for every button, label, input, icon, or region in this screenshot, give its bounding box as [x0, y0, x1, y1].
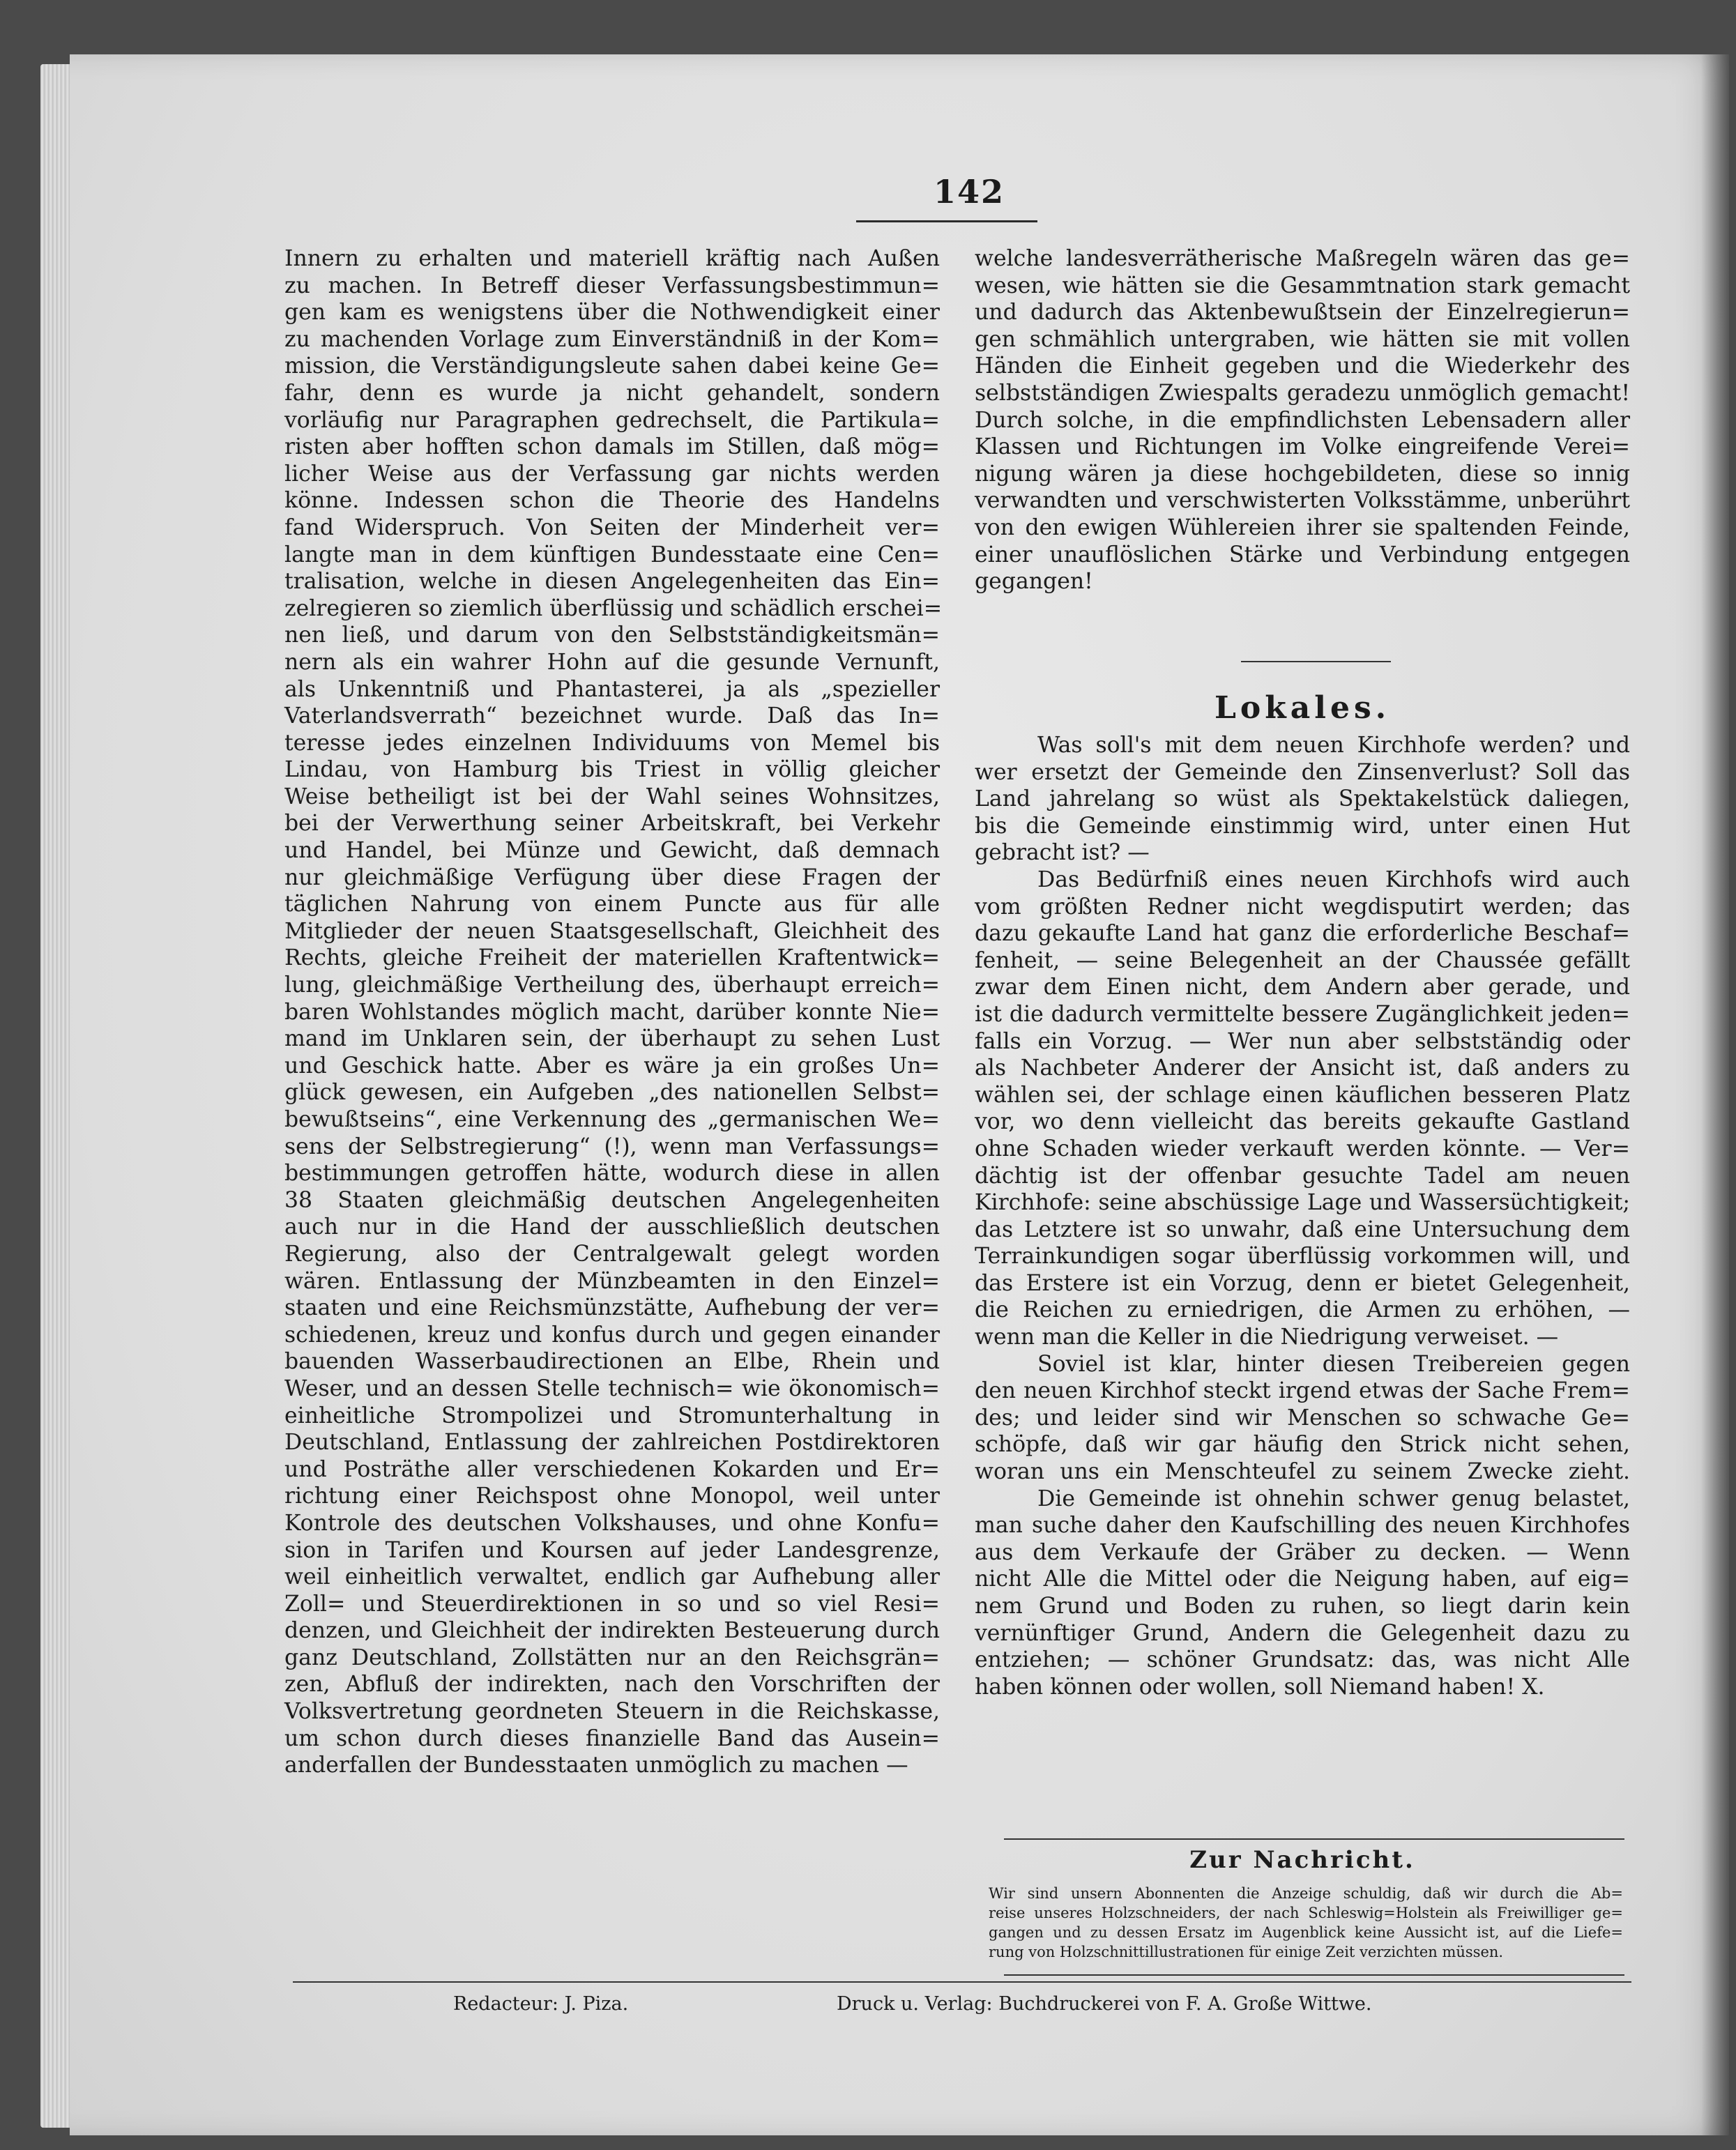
text-line: Innern zu erhalten und materiell kräftig nach Außen — [284, 246, 940, 271]
text-line: Regierung, also der Centralgewalt gelegt worden — [284, 1241, 940, 1267]
text-line: dazu gekaufte Land hat ganz die erforderliche Beschaf= — [975, 921, 1630, 947]
text-line: Rechts, gleiche Freiheit der materiellen Kraftentwick= — [284, 945, 940, 971]
text-line: zen, Abfluß der indirekten, nach den Vorschriften der — [284, 1672, 940, 1698]
text-line: als Nachbeter Anderer der Ansicht ist, daß anders zu — [975, 1055, 1630, 1081]
text-line: zwar dem Einen nicht, dem Andern aber gerade, und — [975, 975, 1630, 1000]
text-line: Volksvertretung geordneten Steuern in die Reichskasse, — [284, 1699, 940, 1725]
text-line: nur gleichmäßige Verfügung über diese Fragen der — [284, 864, 940, 890]
text-line: zu machenden Vorlage zum Einverständniß in der Kom= — [284, 326, 940, 352]
text-line: nen ließ, und darum von den Selbstständigkeitsmän= — [284, 623, 940, 648]
text-line: Zoll= und Steuerdirektionen in so und so viel Resi= — [284, 1591, 940, 1617]
text-line: täglichen Nahrung von einem Puncte aus für alle — [284, 892, 940, 917]
text-line: aus dem Verkaufe der Gräber zu decken. — Wenn — [975, 1539, 1630, 1565]
text-line: licher Weise aus der Verfassung gar nichts werden — [284, 461, 940, 487]
text-line: richtung einer Reichspost ohne Monopol, weil unter — [284, 1484, 940, 1509]
text-line: vom größten Redner nicht wegdisputirt werden; das — [975, 894, 1630, 920]
text-line: man suche daher den Kaufschilling des neuen Kirchhofes — [975, 1513, 1630, 1539]
text-line: anderfallen der Bundesstaaten unmöglich zu machen — — [284, 1753, 908, 1778]
text-line: selbstständigen Zwiespalts geradezu unmöglich gemacht! — [975, 380, 1630, 406]
text-line: fand Widerspruch. Von Seiten der Minderheit ver= — [284, 514, 940, 540]
text-line: risten aber hofften schon damals im Stillen, daß mög= — [284, 434, 940, 460]
text-line: gen schmählich untergraben, wie hätten sie mit vollen — [975, 326, 1630, 352]
text-line: vorläufig nur Paragraphen gedrechselt, die Partikula= — [284, 407, 940, 433]
text-line: Lindau, von Hamburg bis Triest in völlig gleicher — [284, 757, 940, 783]
notice-line: reise unseres Holzschneiders, der nach Schleswig=Holstein als Freiwilliger ge= — [989, 1905, 1623, 1921]
text-line: woran uns ein Menschteufel zu seinem Zwecke zieht. — [975, 1459, 1630, 1485]
text-line: Terrainkundigen sogar überflüssig vorkommen will, und — [975, 1244, 1630, 1270]
text-line: tralisation, welche in diesen Angelegenheiten das Ein= — [284, 569, 940, 595]
text-line: einheitliche Strompolizei und Stromunterhaltung in — [284, 1403, 940, 1428]
text-line: Kirchhofe: seine abschüssige Lage und Wassersüchtigkeit; — [975, 1190, 1630, 1216]
text-line: wer ersetzt der Gemeinde den Zinsenverlust? Soll das — [975, 759, 1630, 785]
text-line: wesen, wie hätten sie die Gesammtnation stark gemacht — [975, 273, 1630, 298]
nachricht-top-rule — [1004, 1838, 1624, 1840]
text-line: schöpfe, daß wir gar häufig den Strick nicht sehen, — [975, 1432, 1630, 1458]
text-line: das Letztere ist so unwahr, daß eine Untersuchung dem — [975, 1217, 1630, 1242]
text-line: mand im Unklaren sein, der überhaupt zu sehen Lust — [284, 1026, 940, 1052]
text-line: und Geschick hatte. Aber es wäre ja ein großes Un= — [284, 1053, 940, 1078]
text-line: bauenden Wasserbaudirectionen an Elbe, Rhein und — [284, 1349, 940, 1375]
binding-gutter-shadow — [1701, 54, 1729, 2135]
text-line: als Unkenntniß und Phantasterei, ja als „spezieller — [284, 676, 940, 702]
text-line: ist die dadurch vermittelte bessere Zugänglichkeit jeden= — [975, 1001, 1630, 1027]
text-line: vernünftiger Grund, Andern die Gelegenheit dazu zu — [975, 1620, 1630, 1646]
notice-line: gangen und zu dessen Ersatz im Augenblick keine Aussicht ist, auf die Liefe= — [989, 1924, 1623, 1941]
text-line: nicht Alle die Mittel oder die Neigung haben, auf eig= — [975, 1566, 1630, 1592]
text-line: fahr, denn es wurde ja nicht gehandelt, sondern — [284, 380, 940, 406]
text-line: staaten und eine Reichsmünzstätte, Aufhebung der ver= — [284, 1295, 940, 1321]
text-line: Mitglieder der neuen Staatsgesellschaft, Gleichheit des — [284, 918, 940, 944]
nachricht-notice — [989, 1884, 1623, 1962]
text-line: auch nur in die Hand der ausschließlich deutschen — [284, 1214, 940, 1240]
text-line: Deutschland, Entlassung der zahlreichen Postdirektoren — [284, 1430, 940, 1456]
notice-line: Wir sind unsern Abonnenten die Anzeige schuldig, daß wir durch die Ab= — [989, 1885, 1623, 1902]
text-line: nern als ein wahrer Hohn auf die gesunde Vernunft, — [284, 649, 940, 675]
lokales-article — [975, 732, 1630, 1700]
footer-rule — [293, 1981, 1631, 1983]
text-line: und Handel, bei Münze und Gewicht, daß demnach — [284, 838, 940, 864]
page-number: 142 — [933, 173, 1005, 211]
text-line: wären. Entlassung der Münzbeamten in den Einzel= — [284, 1268, 940, 1294]
text-line: Klassen und Richtungen im Volke eingreifende Verei= — [975, 434, 1630, 460]
text-line: nigung wären ja diese hochgebildeten, diese so innig — [975, 461, 1630, 487]
lokales-heading: Lokales. — [1214, 690, 1391, 726]
section-divider — [1241, 661, 1391, 662]
text-line: Händen die Einheit gegeben und die Wiederkehr des — [975, 353, 1630, 379]
text-line: glück gewesen, ein Aufgeben „des nationellen Selbst= — [284, 1080, 940, 1106]
text-line: Was soll's mit dem neuen Kirchhofe werden? und — [1037, 733, 1630, 758]
text-line: denzen, und Gleichheit der indirekten Besteuerung durch — [284, 1618, 940, 1644]
publisher-credit: Druck u. Verlag: Buchdruckerei von F. A. Große Wittwe. — [837, 1993, 1372, 2015]
text-line: haben können oder wollen, soll Niemand haben! X. — [975, 1674, 1545, 1700]
left-column — [284, 245, 943, 1779]
text-line: zu machen. In Betreff dieser Verfassungsbestimmun= — [284, 273, 940, 298]
text-line: dächtig ist der offenbar gesuchte Tadel am neuen — [975, 1163, 1630, 1189]
text-line: baren Wohlstandes möglich macht, darüber konnte Nie= — [284, 999, 940, 1025]
text-line: bei der Verwerthung seiner Arbeitskraft, bei Verkehr — [284, 811, 940, 837]
text-line: und Posträthe aller verschiedenen Kokarden und Er= — [284, 1456, 940, 1482]
text-line: sens der Selbstregierung“ (!), wenn man Verfassungs= — [284, 1134, 940, 1159]
text-line: einer unauflöslichen Stärke und Verbindung entgegen — [975, 542, 1630, 567]
text-line: zelregieren so ziemlich überflüssig und schädlich erschei= — [284, 595, 943, 621]
text-line: von den ewigen Wühlereien ihrer sie spaltenden Feinde, — [975, 514, 1630, 540]
text-line: den neuen Kirchhof steckt irgend etwas der Sache Frem= — [975, 1378, 1630, 1404]
editor-credit: Redacteur: J. Piza. — [453, 1993, 629, 2015]
text-line: ganz Deutschland, Zollstätten nur an den Reichsgrän= — [284, 1645, 940, 1670]
text-line: nem Grund und Boden zu ruhen, so liegt darin kein — [975, 1594, 1630, 1619]
text-line: das Erstere ist ein Vorzug, denn er bietet Gelegenheit, — [975, 1270, 1630, 1296]
text-line: wenn man die Keller in die Niedrigung verweiset. — — [975, 1325, 1559, 1350]
text-line: sion in Tarifen und Koursen auf jeder Landesgrenze, — [284, 1537, 940, 1563]
text-line: 38 Staaten gleichmäßig deutschen Angelegenheiten — [284, 1187, 940, 1213]
text-line: lung, gleichmäßige Vertheilung des, überhaupt erreich= — [284, 973, 940, 998]
text-line: die Reichen zu erniedrigen, die Armen zu erhöhen, — — [975, 1297, 1630, 1323]
text-line: schiedenen, kreuz und konfus durch und gegen einander — [284, 1322, 940, 1348]
text-line: bewußtseins“, eine Verkennung des „germanischen We= — [284, 1107, 940, 1132]
text-line: verwandten und verschwisterten Volksstämme, unberührt — [975, 488, 1630, 514]
text-line: Vaterlandsverrath“ bezeichnet wurde. Daß das In= — [284, 703, 940, 729]
text-line: wählen sei, der schlage einen käuflichen besseren Platz — [975, 1082, 1630, 1108]
text-line: teresse jedes einzelnen Individuums von Memel bis — [284, 730, 940, 756]
text-line: bis die Gemeinde einstimmig wird, unter einen Hut — [975, 813, 1630, 839]
text-line: Weser, und an dessen Stelle technisch= wie ökonomisch= — [284, 1375, 940, 1401]
text-line: fenheit, — seine Belegenheit an der Chaussée gefällt — [975, 947, 1630, 973]
text-line: Die Gemeinde ist ohnehin schwer genug belastet, — [1037, 1486, 1630, 1511]
text-line: ohne Schaden wieder verkauft werden könnte. — Ver= — [975, 1136, 1630, 1161]
text-line: des; und leider sind wir Menschen so schwache Ge= — [975, 1405, 1630, 1431]
text-line: vor, wo denn vielleicht das bereits gekaufte Gastland — [975, 1109, 1630, 1135]
text-line: um schon durch dieses finanzielle Band das Ausein= — [284, 1725, 940, 1751]
text-line: Land jahrelang so wüst als Spektakelstück daliegen, — [975, 786, 1630, 812]
header-rule — [856, 220, 1037, 222]
text-line: könne. Indessen schon die Theorie des Handelns — [284, 488, 940, 514]
notice-line: rung von Holzschnittillustrationen für einige Zeit verzichten müssen. — [989, 1944, 1504, 1960]
text-line: welche landesverrätherische Maßregeln wären das ge= — [975, 246, 1630, 271]
text-line: gen kam es wenigstens über die Nothwendigkeit einer — [284, 300, 940, 326]
text-line: gebracht ist? — — [975, 840, 1150, 866]
text-line: Kontrole des deutschen Volkshauses, und ohne Konfu= — [284, 1510, 940, 1536]
right-column-continuation — [975, 245, 1630, 595]
text-line: weil einheitlich verwaltet, endlich gar Aufhebung aller — [284, 1564, 940, 1590]
text-line: Durch solche, in die empfindlichsten Lebensadern aller — [975, 407, 1630, 433]
text-line: mission, die Verständigungsleute sahen dabei keine Ge= — [284, 353, 940, 379]
text-line: Das Bedürfniß eines neuen Kirchhofs wird auch — [1037, 867, 1630, 892]
text-line: Soviel ist klar, hinter diesen Treibereien gegen — [1037, 1351, 1630, 1377]
nachricht-bottom-rule — [1004, 1974, 1624, 1976]
nachricht-heading: Zur Nachricht. — [1189, 1846, 1415, 1874]
text-line: Weise betheiligt ist bei der Wahl seines Wohnsitzes, — [284, 784, 940, 809]
text-line: falls ein Vorzug. — Wer nun aber selbstständig oder — [975, 1028, 1630, 1054]
text-line: entziehen; — schöner Grundsatz: das, was nicht Alle — [975, 1647, 1630, 1673]
text-line: langte man in dem künftigen Bundesstaate eine Cen= — [284, 542, 940, 567]
text-line: gegangen! — [975, 569, 1093, 595]
text-line: und dadurch das Aktenbewußtsein der Einzelregierun= — [975, 300, 1630, 326]
text-line: bestimmungen getroffen hätte, wodurch diese in allen — [284, 1161, 940, 1187]
